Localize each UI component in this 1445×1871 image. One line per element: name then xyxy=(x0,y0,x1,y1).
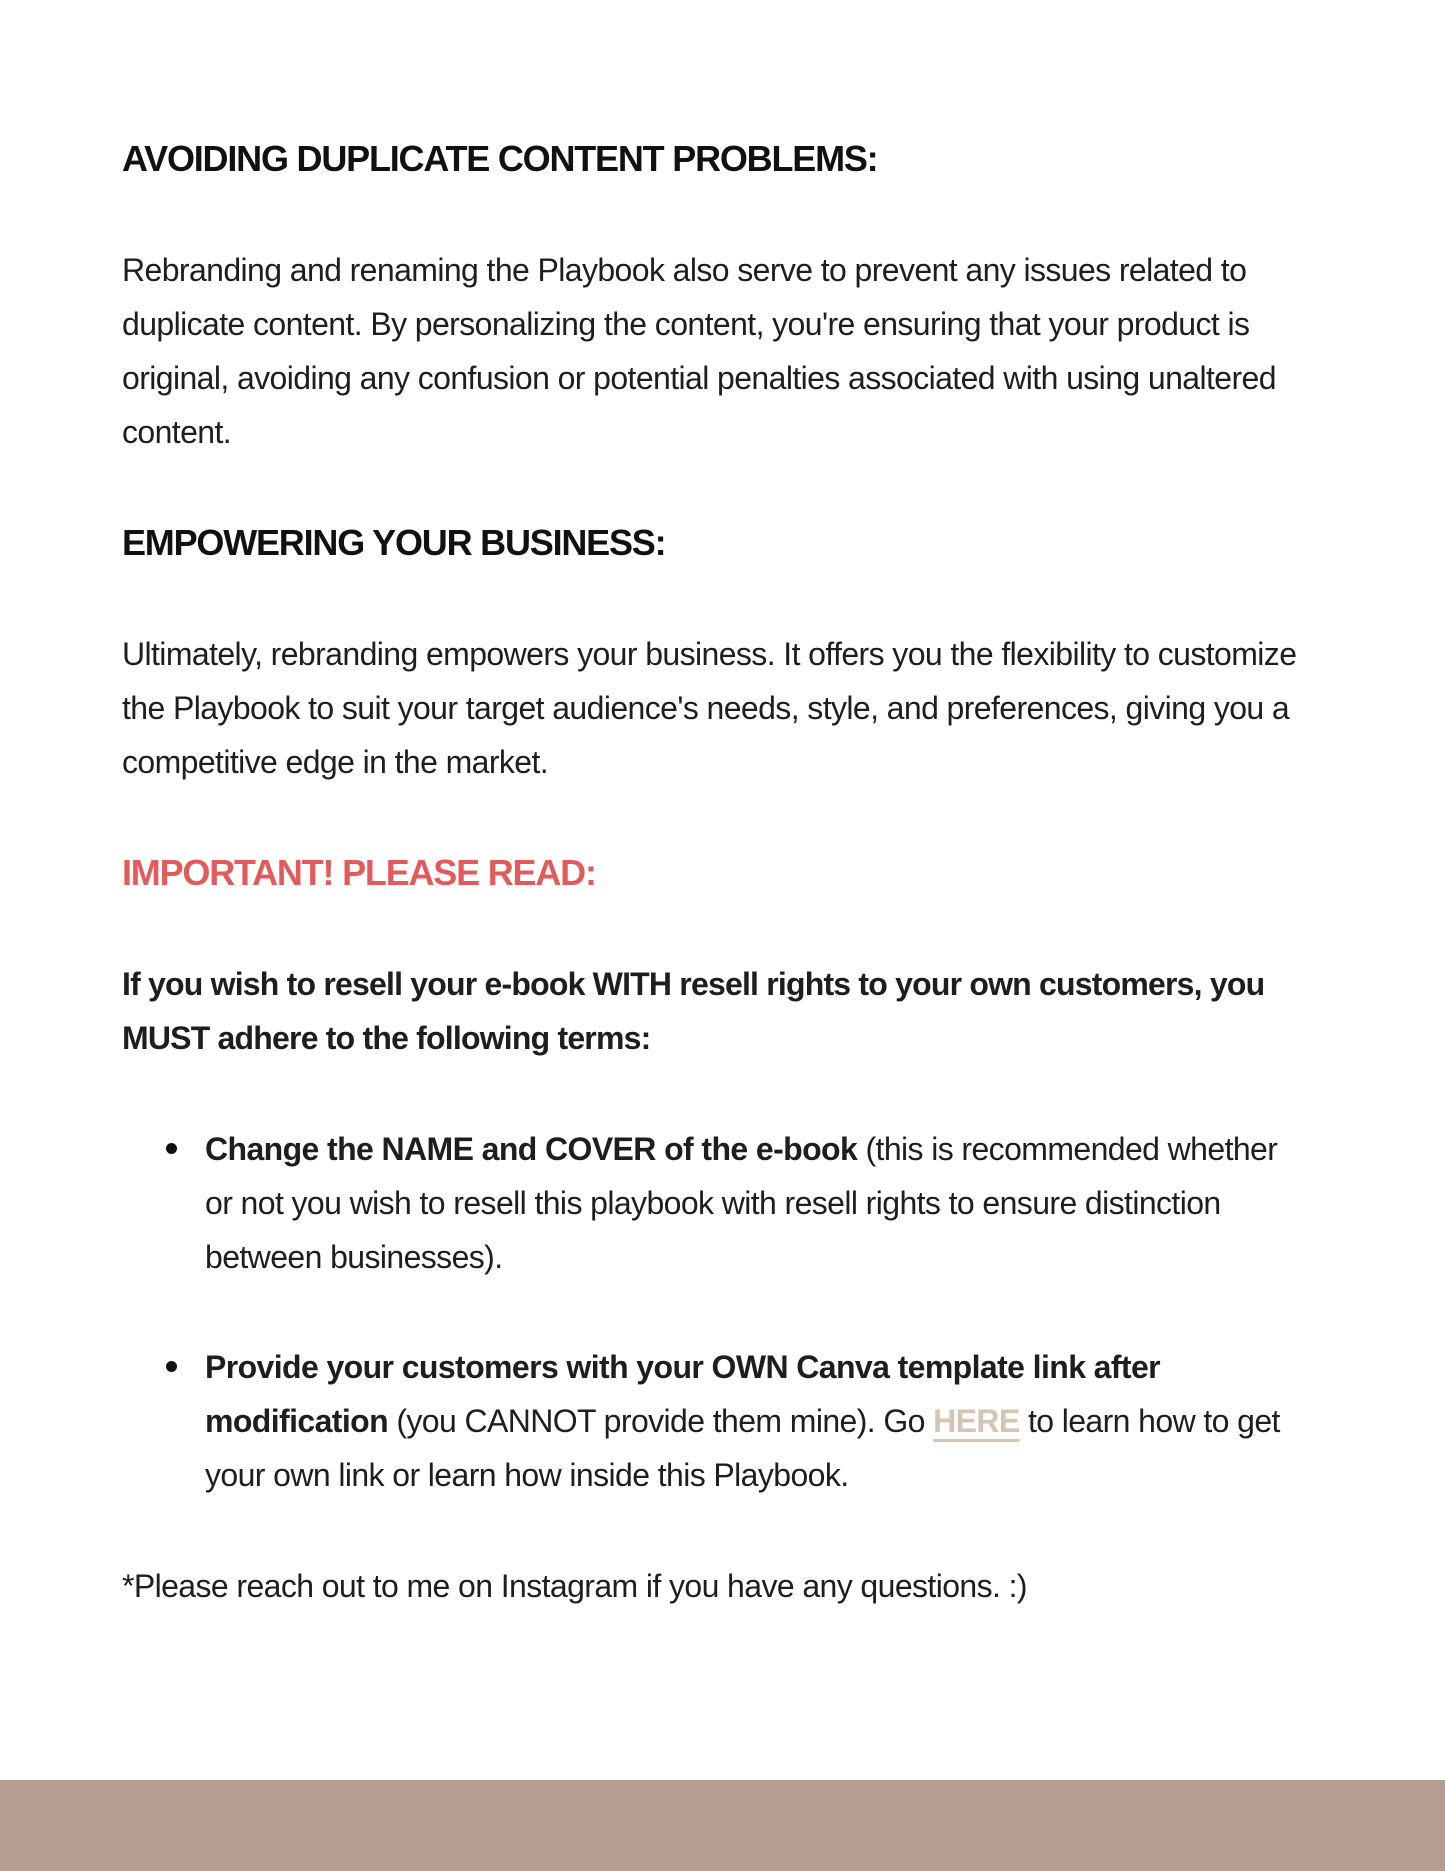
footer-color-bar xyxy=(0,1780,1445,1871)
footnote-instagram: *Please reach out to me on Instagram if you have any questions. :) xyxy=(122,1568,1027,1604)
section-heading-empowering-your-business: EMPOWERING YOUR BUSINESS: xyxy=(122,522,666,563)
term-2-bold-text: Provide your customers with your OWN Canva template link after modification xyxy=(205,1349,1161,1439)
paragraph-resell-terms-intro: If you wish to resell your e-book WITH resell rights to your own customers, you MUST adhere to the following terms: xyxy=(122,966,1265,1056)
term-2-trailing-text: to learn how to get your own link or learn how inside this Playbook. xyxy=(205,1403,1280,1493)
resell-terms-list xyxy=(122,1122,1332,1502)
section-heading-avoiding-duplicate-content: AVOIDING DUPLICATE CONTENT PROBLEMS: xyxy=(122,138,878,179)
bullet-marker-icon xyxy=(166,1143,177,1154)
term-1-regular-text: (this is recommended whether or not you wish to resell this playbook with resell rights to ensure distinction between businesses). xyxy=(205,1131,1278,1275)
document-content xyxy=(122,132,1332,1670)
bullet-marker-icon xyxy=(166,1361,177,1372)
term-1-text xyxy=(205,1131,1277,1275)
term-2-text xyxy=(205,1349,1280,1493)
term-2-regular-text: (you CANNOT provide them mine). Go xyxy=(388,1403,934,1439)
list-item-provide-own-canva-link xyxy=(122,1340,1332,1502)
term-1-bold-text: Change the NAME and COVER of the e-book xyxy=(205,1131,858,1167)
here-link[interactable]: HERE xyxy=(933,1403,1020,1439)
paragraph-empowering-your-business: Ultimately, rebranding empowers your business. It offers you the flexibility to customize the Playbook to suit your target audience's needs, style, and preferences, giving you a competitive edge in the market. xyxy=(122,636,1297,780)
paragraph-duplicate-content: Rebranding and renaming the Playbook also serve to prevent any issues related to duplicate content. By personalizing the content, you're ensuring that your product is original, avoiding any confusion or potential penalties associated with using unaltered content. xyxy=(122,252,1276,450)
section-heading-important-please-read: IMPORTANT! PLEASE READ: xyxy=(122,852,596,893)
list-item-change-name-and-cover xyxy=(122,1122,1332,1284)
